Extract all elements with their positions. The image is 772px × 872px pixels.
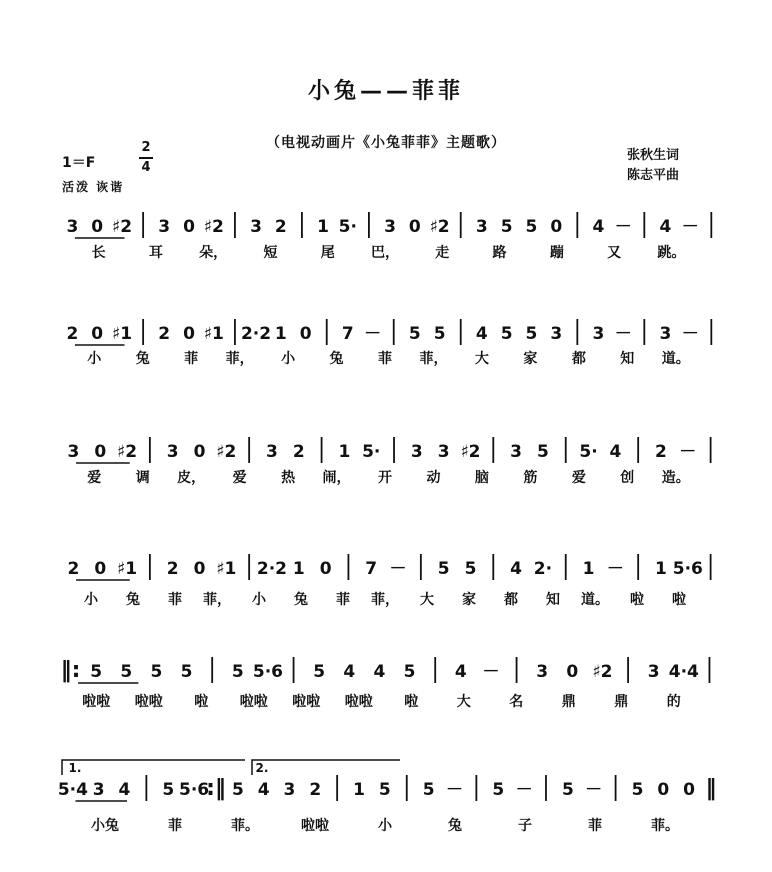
lyric-syllable: 啦: [630, 592, 644, 608]
note: 1: [338, 442, 351, 462]
note: 5: [313, 662, 326, 682]
barline-glyph: |: [577, 232, 578, 233]
note: ♯1: [203, 324, 224, 344]
lyric-syllable: 菲: [588, 818, 602, 834]
note: ♯2: [203, 217, 224, 237]
barline-glyph: |: [711, 339, 712, 340]
note: 5: [120, 662, 133, 682]
note: 2: [292, 442, 305, 462]
note: 0: [183, 217, 195, 237]
lyric-syllable: 开: [378, 470, 392, 486]
barline-glyph: |: [493, 574, 494, 575]
lyric-syllable: 道。: [661, 351, 690, 367]
lyric-syllable: 啦啦: [301, 818, 329, 834]
barline-glyph: |: [710, 574, 711, 575]
lyric-syllable: 蹦: [549, 245, 564, 261]
lyric-syllable: 皮，: [177, 470, 206, 486]
barline-glyph: |: [293, 677, 294, 678]
note: 5: [231, 780, 244, 800]
lyric-syllable: 走: [435, 245, 450, 261]
barline-glyph: |: [420, 574, 422, 575]
barline-glyph: |: [565, 457, 566, 458]
note: 4: [475, 324, 488, 344]
note: 5: [422, 780, 435, 800]
lyric-syllable: 巴，: [371, 245, 399, 261]
lyric-syllable: 热: [281, 470, 296, 486]
composer-credit: 陈志平曲: [627, 168, 680, 183]
note-extension-dash: －: [445, 780, 463, 800]
note: 2: [655, 442, 667, 462]
barline-glyph: |: [644, 339, 645, 340]
lyric-syllable: 菲。: [651, 818, 679, 834]
note: 3: [659, 324, 672, 344]
lyric-syllable: 家: [462, 592, 476, 608]
lyricist-credit: 张秋生词: [627, 148, 680, 163]
note-extension-dash: －: [681, 217, 699, 237]
note: 0: [299, 324, 312, 344]
note: 4: [454, 662, 467, 682]
note: 3: [550, 324, 563, 344]
note: ♯2: [216, 442, 237, 462]
lyric-syllable: 啦啦: [82, 694, 111, 710]
note: 5: [631, 780, 644, 800]
note: 5: [150, 662, 163, 682]
lyric-syllable: 闹，: [322, 470, 351, 486]
barline-glyph: |: [711, 232, 712, 233]
lyric-syllable: 子: [518, 818, 532, 834]
note: 5: [492, 780, 505, 800]
note: 5·: [338, 217, 357, 237]
note: 2·2: [240, 324, 272, 344]
note: 0: [657, 780, 670, 800]
note: ♯2: [117, 442, 138, 462]
lyric-syllable: 啦: [194, 694, 209, 710]
lyric-syllable: 小: [378, 818, 392, 834]
note: ♯1: [117, 559, 138, 579]
note: 1: [655, 559, 667, 579]
note: 5: [90, 662, 103, 682]
lyric-syllable: 鼎: [561, 694, 576, 710]
note: 4·4: [668, 662, 699, 682]
note: 1: [582, 559, 595, 579]
note: 5: [403, 662, 416, 682]
lyric-syllable: 大: [420, 592, 434, 608]
note: 2: [166, 559, 179, 579]
barline-glyph: |: [142, 339, 144, 340]
barline-glyph: |: [406, 795, 407, 796]
note: 5·6: [179, 780, 210, 800]
lyric-syllable: 菲: [184, 351, 199, 367]
lyric-syllable: 啦啦: [292, 694, 321, 710]
lyric-syllable: 兔: [448, 818, 462, 834]
note: 5·6: [672, 559, 703, 579]
note: 5: [537, 442, 549, 462]
note: 3: [266, 442, 278, 462]
note: 1: [274, 324, 287, 344]
note: 3: [410, 442, 423, 462]
barline-glyph: |: [368, 232, 370, 233]
note: 7: [365, 559, 378, 579]
note: 5·6: [252, 662, 284, 682]
barline-glyph: |: [545, 795, 547, 796]
repeat-barline: ‖:: [60, 658, 81, 683]
lyric-syllable: 小: [84, 592, 98, 608]
note: 0: [683, 780, 695, 800]
note-extension-dash: －: [389, 559, 407, 579]
barline-glyph: |: [348, 574, 349, 575]
lyric-syllable: 兔: [126, 592, 140, 608]
note: ♯1: [111, 324, 133, 344]
note: 0: [183, 324, 195, 344]
volta-label-2: 2.: [255, 761, 269, 775]
lyric-syllable: 菲。: [231, 818, 259, 834]
note: 5: [525, 324, 538, 344]
note: 5·: [362, 442, 381, 462]
note: 0: [550, 217, 563, 237]
lyric-syllable: 菲，: [225, 351, 254, 367]
note: 5: [500, 217, 513, 237]
lyric-syllable: 长: [91, 245, 106, 261]
note: 2: [158, 324, 171, 344]
barline-glyph: |: [234, 339, 236, 340]
barline-glyph: |: [393, 457, 395, 458]
barline-glyph: |: [637, 574, 639, 575]
barline-glyph: |: [627, 677, 629, 678]
barline-glyph: |: [709, 677, 710, 678]
time-signature-bottom: 4: [141, 160, 151, 175]
note: 3: [250, 217, 262, 237]
lyric-syllable: 脑: [474, 470, 489, 486]
lyric-syllable: 朵，: [199, 245, 228, 261]
note: 4: [592, 217, 605, 237]
barline-glyph: |: [493, 457, 494, 458]
barline-glyph: |: [516, 677, 517, 678]
lyric-syllable: 菲: [168, 818, 182, 834]
note: 4: [118, 780, 131, 800]
note: ♯2: [592, 662, 613, 682]
note: 5: [500, 324, 513, 344]
note: 3: [510, 442, 523, 462]
lyric-syllable: 道。: [581, 592, 609, 608]
note: 3: [536, 662, 549, 682]
repeat-barline: :‖: [206, 776, 226, 801]
barline-glyph: |: [321, 457, 322, 458]
note: 5: [437, 559, 450, 579]
note: 4: [343, 662, 356, 682]
note-extension-dash: －: [515, 780, 533, 800]
lyric-syllable: 尾: [320, 245, 335, 261]
note: 3: [283, 780, 296, 800]
note: 3: [384, 217, 396, 237]
note: 2·2: [256, 559, 288, 579]
note: 4: [659, 217, 672, 237]
lyric-syllable: 路: [492, 245, 507, 261]
note: ♯2: [111, 217, 133, 237]
barline-glyph: |: [149, 574, 151, 575]
barline-glyph: |: [248, 457, 250, 458]
lyric-syllable: 名: [509, 694, 524, 710]
note-extension-dash: －: [606, 559, 624, 579]
barline-glyph: |: [435, 677, 436, 678]
volta-label-1: 1.: [68, 761, 82, 775]
note: 0: [91, 217, 104, 237]
note: 7: [341, 324, 354, 344]
note: 5: [464, 559, 477, 579]
barline-glyph: |: [393, 339, 394, 340]
song-title: 小兔——菲菲: [307, 79, 464, 104]
volta-bracket-1: [62, 760, 245, 775]
barline-glyph: |: [336, 795, 338, 796]
lyric-syllable: 菲: [168, 592, 182, 608]
lyric-syllable: 都: [504, 592, 518, 608]
note: 5: [433, 324, 446, 344]
note: 3: [92, 780, 105, 800]
note-extension-dash: －: [364, 324, 382, 344]
lyric-syllable: 菲: [378, 351, 392, 367]
note: 3: [166, 442, 179, 462]
note: 5: [231, 662, 244, 682]
barline-glyph: |: [615, 795, 616, 796]
barline-glyph: |: [142, 232, 144, 233]
note: 1: [353, 780, 365, 800]
barline-glyph: |: [234, 232, 236, 233]
note: 3: [437, 442, 450, 462]
lyric-syllable: 菲，: [371, 592, 399, 608]
note-extension-dash: －: [681, 324, 699, 344]
lyric-syllable: 小: [87, 351, 102, 367]
note: 2·: [533, 559, 553, 579]
lyric-syllable: 菲，: [203, 592, 231, 608]
final-barline: ‖: [705, 776, 717, 801]
note: 0: [91, 324, 104, 344]
time-signature-top: 2: [141, 140, 151, 155]
barline-glyph: |: [149, 457, 151, 458]
note: ♯1: [216, 559, 237, 579]
tempo-marking: 活泼 诙谐: [62, 180, 125, 194]
note: 5: [525, 217, 538, 237]
note: 3: [592, 324, 605, 344]
lyric-syllable: 兔: [329, 351, 344, 367]
lyric-syllable: 跳。: [657, 245, 686, 261]
note: ♯2: [460, 442, 481, 462]
lyric-syllable: 爱: [87, 470, 102, 486]
barline-glyph: |: [301, 232, 303, 233]
barline-glyph: |: [577, 339, 578, 340]
note: 1: [292, 559, 305, 579]
lyric-syllable: 爱: [571, 470, 586, 486]
lyric-syllable: 兔: [294, 592, 308, 608]
note: 0: [193, 442, 206, 462]
note: 2: [309, 780, 322, 800]
lyric-syllable: 大: [456, 694, 471, 710]
note: 0: [566, 662, 579, 682]
note: 5·: [579, 442, 598, 462]
lyric-syllable: 啦啦: [239, 694, 268, 710]
note: 4: [257, 780, 270, 800]
lyric-syllable: 短: [263, 245, 278, 261]
lyric-syllable: 爱: [232, 470, 247, 486]
lyric-syllable: 鼎: [614, 694, 629, 710]
lyric-syllable: 小: [252, 592, 266, 608]
lyric-syllable: 筋: [523, 470, 538, 486]
note: 0: [193, 559, 206, 579]
barline-glyph: |: [565, 574, 566, 575]
barline-glyph: |: [460, 339, 461, 340]
note: 3: [158, 217, 171, 237]
lyric-syllable: 的: [666, 694, 681, 710]
note-extension-dash: －: [614, 217, 632, 237]
volta-bracket-2: [252, 760, 400, 775]
lyric-syllable: 菲，: [419, 351, 448, 367]
lyric-syllable: 啦啦: [344, 694, 373, 710]
note: 4: [609, 442, 622, 462]
note-extension-dash: －: [585, 780, 603, 800]
note: 5: [180, 662, 193, 682]
barline-glyph: |: [476, 795, 477, 796]
song-subtitle: （电视动画片《小兔菲菲》主题歌）: [266, 135, 506, 151]
lyric-syllable: 家: [523, 351, 538, 367]
note: 3: [66, 217, 79, 237]
lyric-syllable: 啦啦: [134, 694, 163, 710]
lyric-syllable: 动: [426, 470, 441, 486]
lyric-syllable: 兔: [135, 351, 150, 367]
note: 2: [66, 324, 79, 344]
note: 3: [647, 662, 660, 682]
note: 5·4: [57, 780, 88, 800]
note: 4: [510, 559, 523, 579]
note: 2: [274, 217, 287, 237]
note: 4: [373, 662, 386, 682]
note: 0: [94, 559, 107, 579]
lyric-syllable: 耳: [148, 245, 163, 261]
note: 2: [67, 559, 80, 579]
note-extension-dash: －: [482, 662, 500, 682]
lyric-syllable: 小兔: [91, 818, 119, 834]
note: 5: [561, 780, 574, 800]
lyric-syllable: 又: [607, 245, 622, 261]
lyric-syllable: 小: [281, 351, 296, 367]
lyric-syllable: 都: [571, 351, 586, 367]
note: 1: [317, 217, 329, 237]
note: 0: [408, 217, 421, 237]
note: 3: [475, 217, 488, 237]
note-extension-dash: －: [614, 324, 632, 344]
lyric-syllable: 造。: [661, 470, 690, 486]
lyric-syllable: 创: [620, 470, 635, 486]
lyric-syllable: 大: [474, 351, 489, 367]
key-signature: 1＝F: [62, 155, 96, 171]
barline-glyph: |: [644, 232, 645, 233]
barline-glyph: |: [637, 457, 639, 458]
lyric-syllable: 知: [546, 592, 560, 608]
barline-glyph: |: [212, 677, 213, 678]
note: 3: [67, 442, 80, 462]
barline-glyph: |: [460, 232, 461, 233]
note-extension-dash: －: [679, 442, 697, 462]
note: 5: [162, 780, 175, 800]
barline-glyph: |: [326, 339, 327, 340]
barline-glyph: |: [146, 795, 147, 796]
barline-glyph: |: [710, 457, 711, 458]
note: 5: [408, 324, 421, 344]
note: 0: [94, 442, 107, 462]
lyric-syllable: 菲: [336, 592, 350, 608]
lyric-syllable: 啦: [672, 592, 686, 608]
note: ♯2: [429, 217, 450, 237]
lyric-syllable: 啦: [404, 694, 419, 710]
note: 5: [378, 780, 391, 800]
lyric-syllable: 调: [135, 470, 150, 486]
note: 0: [319, 559, 332, 579]
lyric-syllable: 知: [620, 351, 635, 367]
barline-glyph: |: [248, 574, 250, 575]
